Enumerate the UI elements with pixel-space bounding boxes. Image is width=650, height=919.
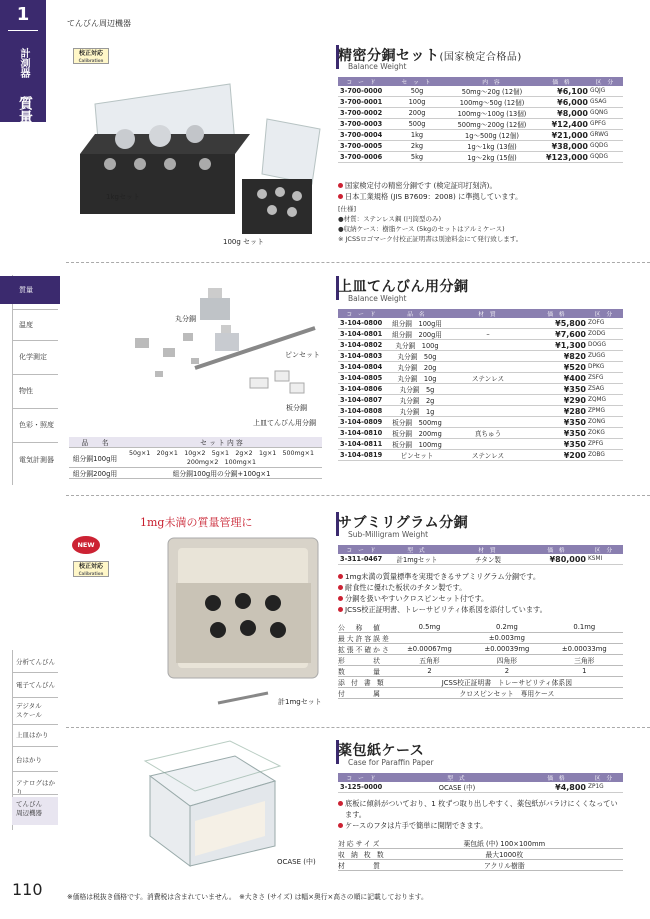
spec-row: 拡張不確かさ ±0.00067mg ±0.00039mg ±0.00033mg	[338, 644, 623, 655]
table-row[interactable]	[338, 439, 623, 450]
cell-set: 200g	[386, 108, 448, 119]
cell-kubun: ZSFG	[586, 373, 623, 384]
table-row[interactable]	[338, 86, 623, 97]
cell-price: ¥520	[528, 362, 586, 373]
breadcrumb: てんびん周辺機器	[67, 19, 131, 28]
table-row[interactable]	[338, 318, 623, 329]
cell-price: ¥5,800	[528, 318, 586, 329]
cell-code: 3-104-0810	[338, 428, 386, 439]
table-row[interactable]	[338, 450, 623, 461]
spec-row: 公 称 値 0.5mg 0.2mg 0.1mg	[338, 622, 623, 633]
cell-kubun: ZOFG	[586, 318, 623, 329]
cell-price: ¥200	[528, 450, 586, 461]
cell-code: 3-104-0805	[338, 373, 386, 384]
cell-code: 3-700-0001	[338, 97, 386, 108]
product-table: コ ー ド 品 名 材 質 価 格 区 分 3-104-0800 組分銅 100g用 ¥5,800 ZOFG 3-104-0801 組分銅 200g用 – ¥7,600 ZODG 3-104-0802 丸分銅 100g ¥1,300 DOGG 3-104-0803 丸分銅 50g ¥820 ZUGG 3-104-0804 丸分銅 20g ¥520 DPKG 3-104-0805 丸分銅 10g ステンレス ¥400 ZSFG 3-104-0806 丸分銅 5g ¥350 ZSAG 3-104-0807 丸分銅 2g ¥290 ZQMG 3-104-0808 丸分銅 1g ¥280 ZPMG 3-104-0809 板分銅 500mg ¥350 ZONG 3-104-0810 板分銅 200mg 真ちゅう ¥350 ZOKG 3-104-0811 板分銅 100mg ¥350 ZPFG 3-104-0819 ピンセット ステンレス ¥200 ZOBG	[338, 309, 623, 461]
cell-kubun: GQDG	[588, 141, 623, 152]
table-row[interactable]	[338, 340, 623, 351]
spec-row: 添 付 書 類 JCSS校正証明書 トレーサビリティ体系図	[338, 677, 623, 688]
cell-contents: 50mg～20g (12個)	[448, 86, 536, 97]
cell-code: 3-104-0811	[338, 439, 386, 450]
cell-price: ¥290	[528, 395, 586, 406]
section3-headline: 1mg未満の質量管理に	[140, 516, 253, 529]
table-row[interactable]	[338, 362, 623, 373]
section1-title: 精密分銅セット(国家検定合格品)	[338, 48, 522, 64]
calibration-badge: 校正対応 Calibration	[73, 48, 109, 64]
section3-features: 1mg未満の質量標準を実現できるサブミリグラム分銅です。 耐食性に優れた板状のチタン製です。 分銅を扱いやすいクロスピンセット付です。 JCSS校正証明書、トレーサビリティ体系図を添付しています。	[338, 571, 623, 615]
cell-price: ¥350	[528, 428, 586, 439]
cell-contents: 1g～2kg (15個)	[448, 152, 536, 163]
table-row[interactable]	[338, 152, 623, 163]
cell-price: ¥280	[528, 406, 586, 417]
cell-code: 3-700-0003	[338, 119, 386, 130]
section4-spec-table	[338, 838, 623, 871]
cell-contents: 500mg～200g (12個)	[448, 119, 536, 130]
caption-round-weight: 丸分銅	[175, 315, 196, 323]
cell-kubun: GRWG	[588, 130, 623, 141]
product-table: コ ー ド セ ッ ト 内 容 価 格 区 分 3-700-0000 50g 50mg～20g (12個) ¥6,100 GQJG 3-700-0001 100g 100mg～50g (12個) ¥6,000 GSAG 3-700-0002 200g 100mg～100g (13個) ¥8,000 GQNG 3-700-0003 500g 500mg～200g (12個) ¥12,400 GPFG 3-700-0004 1kg 1g～500g (12個) ¥21,000 GRWG 3-700-0005 2kg 1g～1kg (13個) ¥38,000 GQDG 3-700-0006 5kg 1g～2kg (15個) ¥123,000 GQDG	[338, 77, 623, 163]
sub-divider	[12, 794, 58, 795]
cell-price: ¥7,600	[528, 329, 586, 340]
table-row[interactable]	[338, 395, 623, 406]
chapter-sub: 質量	[17, 96, 33, 124]
sub-analog[interactable]: アナログはかり	[16, 779, 55, 796]
cell-price: ¥350	[528, 439, 586, 450]
cell-kubun: ZPMG	[586, 406, 623, 417]
set-contents-table: 品 名 セ ッ ト 内 容 組分銅100g用 50g×1 20g×1 10g×2 5g×1 2g×2 1g×1 500mg×1 200mg×2 100mg×1 組分銅200g用 組分銅100g用の分銅+100g×1	[69, 437, 322, 479]
cell-kubun: ZONG	[586, 417, 623, 428]
cell-price: ¥123,000	[536, 152, 588, 163]
section-divider	[66, 727, 650, 728]
cell-price: ¥8,000	[536, 108, 588, 119]
table-row[interactable]	[338, 130, 623, 141]
cell-code: 3-104-0806	[338, 384, 386, 395]
cell-set: 500g	[386, 119, 448, 130]
cell-kubun: ZQMG	[586, 395, 623, 406]
section4-features: 底板に傾斜がついており、1 枚ずつ取り出しやすく、薬包紙がバラけにくくなっています。 ケースのフタは片手で簡単に開閉できます。	[338, 798, 623, 831]
cell-code: 3-700-0002	[338, 108, 386, 119]
section1-subtitle: Balance Weight	[348, 62, 407, 71]
cell-name: 板分銅 100mg	[386, 439, 448, 450]
spec-row: 形 状 五角形 四角形 三角形	[338, 655, 623, 666]
category-color[interactable]: 色彩・照度	[19, 421, 54, 429]
cell-material: –	[448, 329, 528, 340]
cell-name: 丸分銅 5g	[386, 384, 448, 395]
cell-set: 1kg	[386, 130, 448, 141]
sub-bench[interactable]: 台はかり	[16, 756, 42, 764]
cell-kubun: GQNG	[588, 108, 623, 119]
table-row[interactable]	[338, 119, 623, 130]
category-divider	[12, 408, 58, 409]
spec-row: 数 量 2 2 1	[338, 666, 623, 677]
cell-material	[448, 351, 528, 362]
cell-code: 3-104-0807	[338, 395, 386, 406]
cell-kubun: GSAG	[588, 97, 623, 108]
cell-set: 2kg	[386, 141, 448, 152]
cell-price: ¥6,100	[536, 86, 588, 97]
cell-material	[448, 340, 528, 351]
chapter-name: 計測器	[18, 48, 29, 78]
cell-code: 3-104-0803	[338, 351, 386, 362]
category-physical[interactable]: 物性	[19, 387, 33, 395]
table-row[interactable]	[338, 329, 623, 340]
caption-submg-set: 計1mgセット	[278, 698, 322, 706]
cell-code: 3-104-0804	[338, 362, 386, 373]
category-divider	[12, 340, 58, 341]
table-row[interactable]	[338, 351, 623, 362]
table-row[interactable]	[338, 141, 623, 152]
cell-price: ¥1,300	[528, 340, 586, 351]
cell-material	[448, 406, 528, 417]
cell-price: ¥350	[528, 384, 586, 395]
section3-title: サブミリグラム分銅	[338, 515, 469, 531]
cell-kubun: ZODG	[586, 329, 623, 340]
cell-code: 3-700-0004	[338, 130, 386, 141]
cell-price: ¥820	[528, 351, 586, 362]
cell-name: 板分銅 200mg	[386, 428, 448, 439]
cell-kubun: GQDG	[588, 152, 623, 163]
weight-set-1kg-illustration	[65, 64, 260, 234]
cell-code: 3-700-0006	[338, 152, 386, 163]
cell-code: 3-104-0808	[338, 406, 386, 417]
table-row[interactable]	[338, 384, 623, 395]
page-number: 110	[12, 880, 43, 899]
cell-material	[448, 362, 528, 373]
section2-subtitle: Balance Weight	[348, 294, 407, 303]
cell-kubun: GPFG	[588, 119, 623, 130]
cell-name: 丸分銅 1g	[386, 406, 448, 417]
cell-material	[448, 384, 528, 395]
product-table: コ ー ド 型 式 価 格 区 分 3-125-0000 OCASE (中) ¥4,800 ZP1G	[338, 773, 623, 793]
sub-divider	[12, 746, 58, 747]
section4-title: 薬包紙ケース	[338, 743, 425, 759]
spec-row: 付 属 クロスピンセット 専用ケース	[338, 688, 623, 699]
footer-note: ※価格は税抜き価格です。消費税は含まれていません。 ※大きさ (サイズ) は幅×奥行×高さの順に記載しております。	[67, 893, 428, 901]
category-chemical[interactable]: 化学測定	[19, 353, 47, 361]
submilligram-case-illustration	[148, 528, 338, 718]
caption-pincette: ピンセット	[285, 351, 320, 359]
caption-100g: 100g セット	[223, 238, 265, 246]
cell-kubun: ZPFG	[586, 439, 623, 450]
cell-set: 100g	[386, 97, 448, 108]
cell-name: 丸分銅 2g	[386, 395, 448, 406]
category-divider	[12, 374, 58, 375]
cell-material	[448, 318, 528, 329]
cell-material	[448, 417, 528, 428]
section3-subtitle: Sub-Milligram Weight	[348, 530, 429, 539]
cell-code: 3-104-0819	[338, 450, 386, 461]
cell-contents: 1g～500g (12個)	[448, 130, 536, 141]
category-temperature[interactable]: 温度	[19, 321, 33, 329]
table-row[interactable]	[338, 108, 623, 119]
section-divider	[66, 262, 650, 263]
cell-name: 丸分銅 10g	[386, 373, 448, 384]
sub-digital[interactable]: デジタルスケール	[16, 702, 42, 719]
cell-code: 3-700-0005	[338, 141, 386, 152]
table-row[interactable]	[338, 373, 623, 384]
cell-kubun: ZOKG	[586, 428, 623, 439]
cell-price: ¥400	[528, 373, 586, 384]
cell-kubun: ZSAG	[586, 384, 623, 395]
weight-set-100g-illustration	[232, 114, 322, 244]
cell-name: 丸分銅 50g	[386, 351, 448, 362]
table-row[interactable]: 3-311-0467 計1mgセット チタン製 ¥80,000 KSMI	[338, 554, 623, 565]
cell-kubun: ZOBG	[586, 450, 623, 461]
cell-contents: 100mg～50g (12個)	[448, 97, 536, 108]
cell-code: 3-700-0000	[338, 86, 386, 97]
product-table: コ ー ド 型 式 材 質 価 格 区 分 3-311-0467 計1mgセット チタン製 ¥80,000 KSMI	[338, 545, 623, 565]
cell-kubun: GQJG	[588, 86, 623, 97]
category-electric[interactable]: 電気計測器	[19, 456, 54, 464]
sub-divider	[12, 724, 58, 725]
cell-price: ¥12,400	[536, 119, 588, 130]
cell-code: 3-104-0800	[338, 318, 386, 329]
sub-divider	[12, 771, 58, 772]
sub-accessories[interactable]: てんびん周辺機器	[16, 800, 42, 817]
table-row[interactable]	[338, 428, 623, 439]
cell-price: ¥21,000	[536, 130, 588, 141]
cell-name: 丸分銅 100g	[386, 340, 448, 351]
category-divider	[12, 442, 58, 443]
caption-set: 上皿てんびん用分銅	[253, 419, 316, 427]
cell-price: ¥350	[528, 417, 586, 428]
cell-material	[448, 439, 528, 450]
category-divider	[12, 309, 58, 310]
calibration-badge: 校正対応 Calibration	[73, 561, 109, 577]
caption-1kg: 1kgセット	[106, 193, 140, 201]
cell-name: 組分銅 100g用	[386, 318, 448, 329]
category-rail	[12, 275, 13, 485]
cell-set: 5kg	[386, 152, 448, 163]
caption-plate-weight: 板分銅	[286, 404, 307, 412]
sub-electronic[interactable]: 電子てんびん	[16, 681, 55, 689]
cell-code: 3-104-0809	[338, 417, 386, 428]
sub-divider	[12, 697, 58, 698]
table-row[interactable]	[338, 406, 623, 417]
spec-row: 材 質 アクリル樹脂	[338, 860, 623, 871]
new-badge: NEW	[72, 536, 100, 554]
cell-name: 組分銅 200g用	[386, 329, 448, 340]
chapter-number: 1	[16, 4, 30, 25]
cell-kubun: DPKG	[586, 362, 623, 373]
cell-material: ステンレス	[448, 373, 528, 384]
spec-row: 対応サイズ 薬包紙 (中) 100×100mm	[338, 838, 623, 849]
cell-name: 丸分銅 20g	[386, 362, 448, 373]
spec-row: 収 納 枚 数 最大1000枚	[338, 849, 623, 860]
category-mass[interactable]: 質量	[0, 276, 60, 304]
cell-name: 板分銅 500mg	[386, 417, 448, 428]
section-divider	[66, 495, 650, 496]
cell-name: ピンセット	[386, 450, 448, 461]
cell-contents: 1g～1kg (13個)	[448, 141, 536, 152]
section3-spec-table	[338, 622, 623, 699]
sub-divider	[12, 672, 58, 673]
cell-material: 真ちゅう	[448, 428, 528, 439]
cell-material	[448, 395, 528, 406]
section1-spec: [仕様] ●材質：ステンレス鋼 (円筒型のみ) ●収納ケース：樹脂ケース (5kgのセットはアルミケース) ※ JCSSロゴマーク付校正証明書は別途料金にて発行致します。	[338, 205, 523, 243]
cell-material: ステンレス	[448, 450, 528, 461]
cell-code: 3-104-0801	[338, 329, 386, 340]
cell-set: 50g	[386, 86, 448, 97]
caption-ocase: OCASE (中)	[277, 858, 316, 866]
cell-kubun: ZUGG	[586, 351, 623, 362]
section4-subtitle: Case for Paraffin Paper	[348, 758, 434, 767]
cell-price: ¥6,000	[536, 97, 588, 108]
cell-code: 3-104-0802	[338, 340, 386, 351]
sub-platform[interactable]: 上皿はかり	[16, 731, 49, 739]
table-row[interactable]: 3-125-0000 OCASE (中) ¥4,800 ZP1G	[338, 782, 623, 793]
table-row[interactable]	[338, 417, 623, 428]
cell-contents: 100mg～100g (13個)	[448, 108, 536, 119]
section2-title: 上皿てんびん用分銅	[338, 279, 469, 295]
cell-kubun: DOGG	[586, 340, 623, 351]
spec-row: 最大許容誤差 ±0.003mg	[338, 633, 623, 644]
paper-case-illustration	[140, 736, 285, 871]
table-row[interactable]	[338, 97, 623, 108]
cell-price: ¥38,000	[536, 141, 588, 152]
chapter-divider	[8, 30, 38, 31]
section1-features: 国家検定付の精密分銅です (検定証印打刻済)。 日本工業規格 (JIS B7609：2008) に準拠しています。	[338, 180, 623, 202]
sub-analytical[interactable]: 分析てんびん	[16, 658, 55, 666]
